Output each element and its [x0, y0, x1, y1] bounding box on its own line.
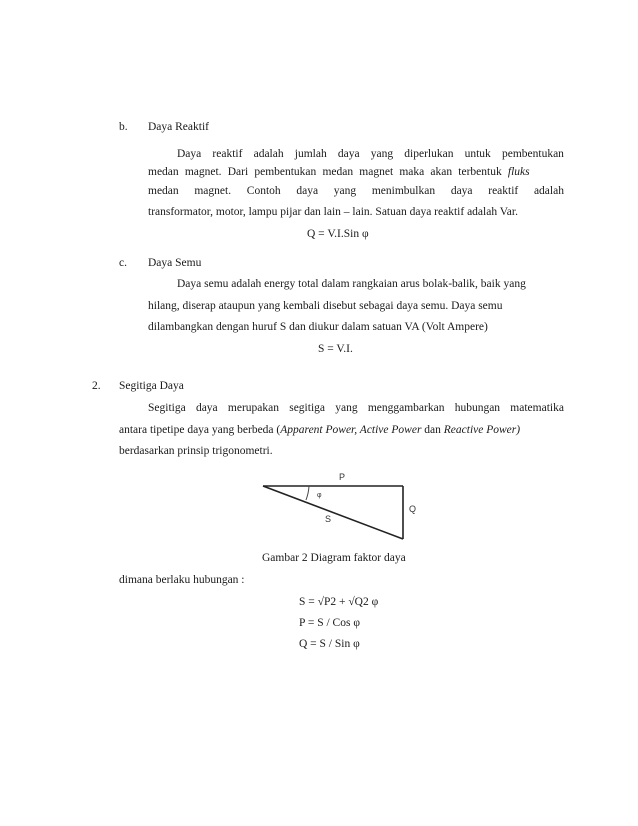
power-triangle-label-s: S [325, 514, 332, 524]
equation-q: Q = S / Sin φ [299, 638, 360, 650]
section-2-heading: Segitiga Daya [119, 380, 184, 392]
section-c-heading: Daya Semu [148, 257, 202, 269]
section-2-line-1: Segitiga daya merupakan segitiga yang menggambarkan hubungan matematika [148, 402, 564, 414]
power-triangle-label-q: Q [409, 504, 417, 514]
power-triangle-s-side [263, 486, 403, 539]
section-b-heading: Daya Reaktif [148, 121, 209, 133]
section-b-formula: Q = V.I.Sin φ [307, 228, 369, 240]
equation-s: S = √P2 + √Q2 φ [299, 596, 379, 608]
section-b-line-1: Daya reaktif adalah jumlah daya yang diperlukan untuk pembentukan [177, 148, 564, 160]
section-c-line-3: dilambangkan dengan huruf S dan diukur dalam satuan VA (Volt Ampere) [148, 321, 488, 333]
section-c-formula: S = V.I. [318, 343, 353, 355]
power-triangle-label-p: P [339, 472, 346, 482]
section-2-line-3: berdasarkan prinsip trigonometri. [119, 445, 273, 457]
section-b-line-2: medan magnet. Dari pembentukan medan magnet maka akan terbentuk fluks [148, 166, 530, 178]
power-triangle-figure [255, 466, 438, 546]
section-2-line-2: antara tipetipe daya yang berbeda (Apparent Power, Active Power dan Reactive Power) [119, 424, 521, 436]
figure-caption: Gambar 2 Diagram faktor daya [262, 552, 406, 564]
power-triangle-diagram [255, 466, 438, 546]
section-c-line-2: hilang, diserap ataupun yang kembali disebut sebagai daya semu. Daya semu [148, 300, 503, 312]
section-c-line-1: Daya semu adalah energy total dalam rangkaian arus bolak-balik, baik yang [177, 278, 526, 290]
section-b-line-4: transformator, motor, lampu pijar dan lain – lain. Satuan daya reaktif adalah Var. [148, 206, 518, 218]
power-triangle-angle-arc [306, 486, 309, 500]
section-c-marker: c. [119, 257, 127, 269]
equation-p: P = S / Cos φ [299, 617, 360, 629]
section-b-line-3: medan magnet. Contoh daya yang menimbulkan daya reaktif adalah [148, 185, 564, 197]
section-2-marker: 2. [92, 380, 101, 392]
section-b-marker: b. [119, 121, 128, 133]
power-triangle-label-phi: φ [317, 492, 322, 499]
relations-intro: dimana berlaku hubungan : [119, 574, 245, 586]
